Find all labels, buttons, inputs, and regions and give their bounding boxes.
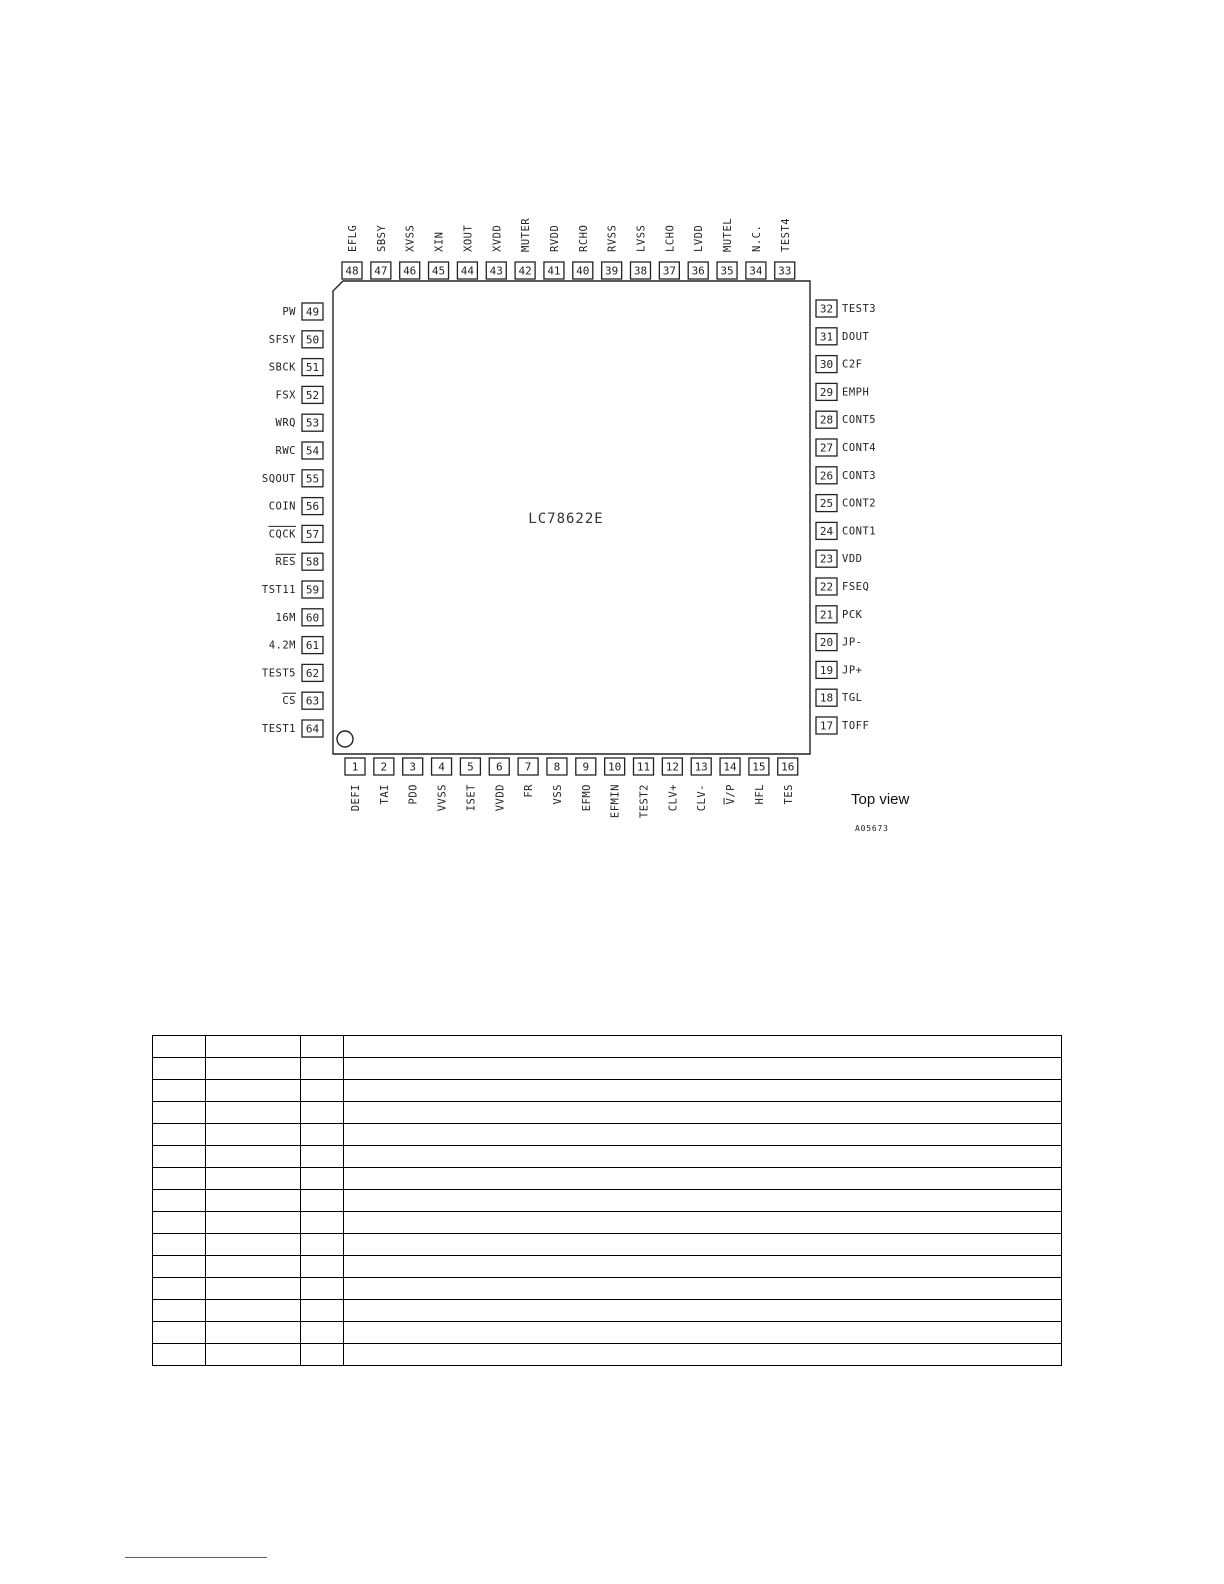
- pin-48-label: EFLG: [347, 224, 359, 252]
- pin-53-number: 53: [305, 416, 320, 430]
- pin-16-number: 16: [781, 760, 795, 774]
- table-cell: [301, 1234, 344, 1256]
- pin-32-label: TEST3: [842, 303, 877, 315]
- table-cell: [301, 1168, 344, 1190]
- table-cell: [153, 1322, 206, 1344]
- table-cell: [344, 1190, 1062, 1212]
- pin-54-number: 54: [305, 444, 320, 458]
- table-cell: [153, 1278, 206, 1300]
- pin-26-number: 26: [819, 469, 834, 483]
- pin-59-number: 59: [305, 583, 320, 597]
- pin-18-number: 18: [819, 691, 834, 705]
- table-cell: [344, 1058, 1062, 1080]
- left-pin-column: [262, 303, 323, 737]
- pin-28-label: CONT5: [842, 414, 877, 427]
- pin-53-label: WRQ: [275, 417, 296, 430]
- pin-43-number: 43: [489, 264, 503, 278]
- pin-35-number: 35: [720, 264, 734, 278]
- pin-18-label: TGL: [842, 692, 863, 705]
- pin-table-body: [153, 1036, 1062, 1366]
- pin-54-label: RWC: [275, 445, 296, 457]
- pin-37-label: LCHO: [664, 224, 677, 252]
- pin-52-number: 52: [305, 388, 320, 402]
- pin-39-number: 39: [605, 264, 619, 278]
- table-cell: [153, 1058, 206, 1080]
- table-cell: [206, 1058, 301, 1080]
- pin-55-label: SQOUT: [261, 472, 296, 485]
- table-cell: [344, 1256, 1062, 1278]
- pin-60-number: 60: [305, 611, 320, 625]
- table-cell: [206, 1036, 301, 1058]
- pin-17-number: 17: [819, 719, 834, 733]
- pin-17-label: TOFF: [842, 720, 870, 732]
- pin-3-label: PDO: [407, 784, 420, 805]
- view-caption: Top view: [851, 791, 910, 808]
- pin-42-number: 42: [518, 264, 532, 278]
- table-cell: [206, 1256, 301, 1278]
- table-cell: [301, 1146, 344, 1168]
- pin-60-label: 16M: [275, 611, 296, 624]
- table-cell: [344, 1234, 1062, 1256]
- pin-34-number: 34: [749, 264, 763, 278]
- pin-5-label: ISET: [465, 784, 478, 812]
- table-row: [153, 1036, 1062, 1058]
- table-cell: [301, 1344, 344, 1366]
- pin-20-label: JP-: [842, 636, 863, 649]
- pin-13-label: CLV-: [696, 784, 709, 812]
- pin-8-number: 8: [553, 760, 561, 774]
- pin-4-number: 4: [438, 760, 445, 774]
- top-pin-row: [342, 218, 795, 279]
- table-row: [153, 1278, 1062, 1300]
- pin-14-label: V/P: [725, 784, 738, 805]
- pin-39-label: RVSS: [606, 224, 619, 252]
- pin-42-label: MUTER: [520, 217, 533, 252]
- table-cell: [153, 1146, 206, 1168]
- table-cell: [153, 1102, 206, 1124]
- pin-45-number: 45: [431, 264, 446, 278]
- pin-38-number: 38: [633, 264, 648, 278]
- pin-36-number: 36: [691, 264, 705, 278]
- table-row: [153, 1234, 1062, 1256]
- table-row: [153, 1344, 1062, 1366]
- pin-30-number: 30: [819, 358, 834, 372]
- pin-61-number: 61: [305, 639, 320, 653]
- pin-9-number: 9: [582, 760, 590, 774]
- table-cell: [301, 1212, 344, 1234]
- pin-29-number: 29: [819, 385, 834, 399]
- table-cell: [344, 1080, 1062, 1102]
- table-cell: [206, 1190, 301, 1212]
- table-cell: [301, 1322, 344, 1344]
- pin-44-number: 44: [460, 264, 475, 278]
- table-cell: [206, 1344, 301, 1366]
- pin-57-label: CQCK: [268, 528, 296, 541]
- table-cell: [206, 1168, 301, 1190]
- pin-64-label: TEST1: [261, 723, 296, 735]
- pin-19-number: 19: [819, 663, 834, 677]
- pin-46-label: XVSS: [404, 224, 417, 252]
- pin-11-number: 11: [636, 760, 651, 774]
- pin-51-label: SBCK: [268, 361, 296, 374]
- pin-22-label: FSEQ: [842, 581, 870, 593]
- pin-19-label: JP+: [842, 664, 863, 677]
- pin-12-label: CLV+: [667, 784, 680, 812]
- pin-44-label: XOUT: [462, 224, 475, 252]
- pin-35-label: MUTEL: [722, 217, 735, 252]
- table-row: [153, 1124, 1062, 1146]
- right-pin-column: [816, 300, 876, 734]
- pin-26-label: CONT3: [842, 469, 877, 482]
- table-cell: [344, 1344, 1062, 1366]
- pin-23-label: VDD: [842, 553, 863, 566]
- pin-27-number: 27: [819, 441, 834, 455]
- chip-name: LC78622E: [528, 511, 604, 527]
- pin-12-number: 12: [665, 760, 679, 774]
- table-cell: [344, 1124, 1062, 1146]
- table-cell: [153, 1124, 206, 1146]
- pin-58-number: 58: [305, 555, 320, 569]
- table-cell: [153, 1036, 206, 1058]
- table-row: [153, 1190, 1062, 1212]
- pin-5-number: 5: [467, 760, 474, 774]
- table-cell: [153, 1212, 206, 1234]
- pin-10-label: EFMIN: [609, 784, 622, 819]
- pin-23-number: 23: [819, 552, 834, 566]
- table-row: [153, 1168, 1062, 1190]
- pin-56-number: 56: [305, 500, 320, 514]
- pin-25-number: 25: [819, 497, 834, 511]
- pin-41-label: RVDD: [548, 224, 561, 252]
- pin-2-number: 2: [380, 760, 388, 774]
- table-cell: [301, 1278, 344, 1300]
- pin-21-label: PCK: [842, 608, 863, 621]
- pin-33-label: TEST4: [779, 217, 792, 252]
- pin-45-label: XIN: [433, 231, 446, 252]
- pin-29-label: EMPH: [842, 386, 870, 399]
- pin-4-label: VVSS: [436, 784, 449, 812]
- pin-62-label: TEST5: [261, 667, 296, 680]
- pin-62-number: 62: [305, 666, 320, 680]
- pin-47-label: SBSY: [375, 224, 388, 252]
- table-row: [153, 1212, 1062, 1234]
- table-cell: [153, 1190, 206, 1212]
- pin-47-number: 47: [374, 264, 388, 278]
- figure-code: A05673: [855, 824, 889, 833]
- table-cell: [301, 1036, 344, 1058]
- table-cell: [301, 1300, 344, 1322]
- pin-63-number: 63: [305, 694, 320, 708]
- table-row: [153, 1256, 1062, 1278]
- table-cell: [344, 1278, 1062, 1300]
- pin-description-table: [152, 1035, 1062, 1366]
- pin-7-number: 7: [524, 760, 532, 774]
- table-row: [153, 1080, 1062, 1102]
- table-cell: [153, 1256, 206, 1278]
- pin-21-number: 21: [819, 608, 834, 622]
- table-cell: [301, 1058, 344, 1080]
- table-row: [153, 1146, 1062, 1168]
- pin-63-label: CS: [282, 695, 296, 708]
- pin-10-number: 10: [608, 760, 622, 774]
- table-cell: [206, 1300, 301, 1322]
- pin-15-label: HFL: [753, 784, 766, 805]
- pin-1-number: 1: [351, 760, 359, 774]
- pin-61-label: 4.2M: [268, 639, 296, 652]
- table-cell: [344, 1036, 1062, 1058]
- pin-55-number: 55: [305, 472, 320, 486]
- pin-24-number: 24: [819, 524, 834, 538]
- pin-38-label: LVSS: [635, 224, 648, 252]
- pin-50-number: 50: [305, 333, 320, 347]
- table-row: [153, 1058, 1062, 1080]
- footer-link-rule: [125, 1557, 267, 1558]
- table-cell: [344, 1102, 1062, 1124]
- table-cell: [153, 1168, 206, 1190]
- pin-49-number: 49: [305, 305, 320, 319]
- table-cell: [301, 1124, 344, 1146]
- table-cell: [344, 1212, 1062, 1234]
- table-cell: [344, 1322, 1062, 1344]
- table-row: [153, 1322, 1062, 1344]
- pin-46-number: 46: [403, 264, 417, 278]
- pin-9-label: EFMO: [580, 784, 593, 812]
- pin-24-label: CONT1: [842, 525, 877, 538]
- pin-30-label: C2F: [842, 358, 863, 371]
- table-cell: [301, 1102, 344, 1124]
- pin-25-label: CONT2: [842, 497, 877, 510]
- pin-49-label: PW: [282, 306, 296, 318]
- pin-36-label: LVDD: [693, 224, 706, 252]
- pin-8-label: VSS: [551, 784, 564, 805]
- table-cell: [301, 1080, 344, 1102]
- table-cell: [153, 1344, 206, 1366]
- pin-22-number: 22: [819, 580, 834, 594]
- pin-15-number: 15: [752, 760, 766, 774]
- pin-33-number: 33: [778, 264, 792, 278]
- table-cell: [206, 1234, 301, 1256]
- pin-56-label: COIN: [268, 500, 296, 513]
- pin-48-number: 48: [345, 264, 359, 278]
- pin-20-number: 20: [819, 636, 834, 650]
- table-cell: [206, 1322, 301, 1344]
- pin-41-number: 41: [547, 264, 561, 278]
- pin-40-number: 40: [576, 264, 590, 278]
- pin-6-number: 6: [495, 760, 503, 774]
- pin-6-label: VVDD: [494, 784, 507, 812]
- pin-37-number: 37: [662, 264, 676, 278]
- pin-14-number: 14: [723, 760, 737, 774]
- pin-13-number: 13: [694, 760, 708, 774]
- table-cell: [344, 1146, 1062, 1168]
- pin-58-label: RES: [275, 556, 296, 569]
- pin-1-label: DEFI: [350, 784, 362, 812]
- pin-50-label: SFSY: [268, 333, 296, 346]
- pin-43-label: XVDD: [491, 224, 504, 252]
- table-cell: [344, 1300, 1062, 1322]
- table-row: [153, 1300, 1062, 1322]
- pin-11-label: TEST2: [638, 784, 651, 819]
- table-row: [153, 1102, 1062, 1124]
- pin-31-label: DOUT: [842, 330, 870, 343]
- pin-16-label: TES: [782, 784, 795, 805]
- table-cell: [206, 1124, 301, 1146]
- table-cell: [153, 1300, 206, 1322]
- pin-59-label: TST11: [261, 584, 296, 596]
- table-cell: [206, 1278, 301, 1300]
- table-cell: [206, 1102, 301, 1124]
- pin-51-number: 51: [305, 361, 320, 375]
- table-cell: [206, 1146, 301, 1168]
- table-cell: [301, 1190, 344, 1212]
- table-cell: [206, 1212, 301, 1234]
- pin-7-label: FR: [523, 784, 536, 798]
- pin-57-number: 57: [305, 527, 320, 541]
- table-cell: [153, 1080, 206, 1102]
- table-cell: [153, 1234, 206, 1256]
- table-cell: [344, 1168, 1062, 1190]
- pin-40-label: RCHO: [577, 224, 590, 252]
- pin-2-label: TAI: [378, 784, 391, 805]
- pin-64-number: 64: [305, 722, 320, 736]
- table-cell: [301, 1256, 344, 1278]
- pin-34-label: N.C.: [750, 224, 763, 252]
- table-cell: [206, 1080, 301, 1102]
- pin-32-number: 32: [819, 302, 834, 316]
- bottom-pin-row: [345, 758, 798, 818]
- pin-27-label: CONT4: [842, 442, 877, 454]
- pin-3-number: 3: [409, 760, 417, 774]
- pin-52-label: FSX: [275, 389, 296, 402]
- pin-31-number: 31: [819, 330, 834, 344]
- pin-28-number: 28: [819, 413, 834, 427]
